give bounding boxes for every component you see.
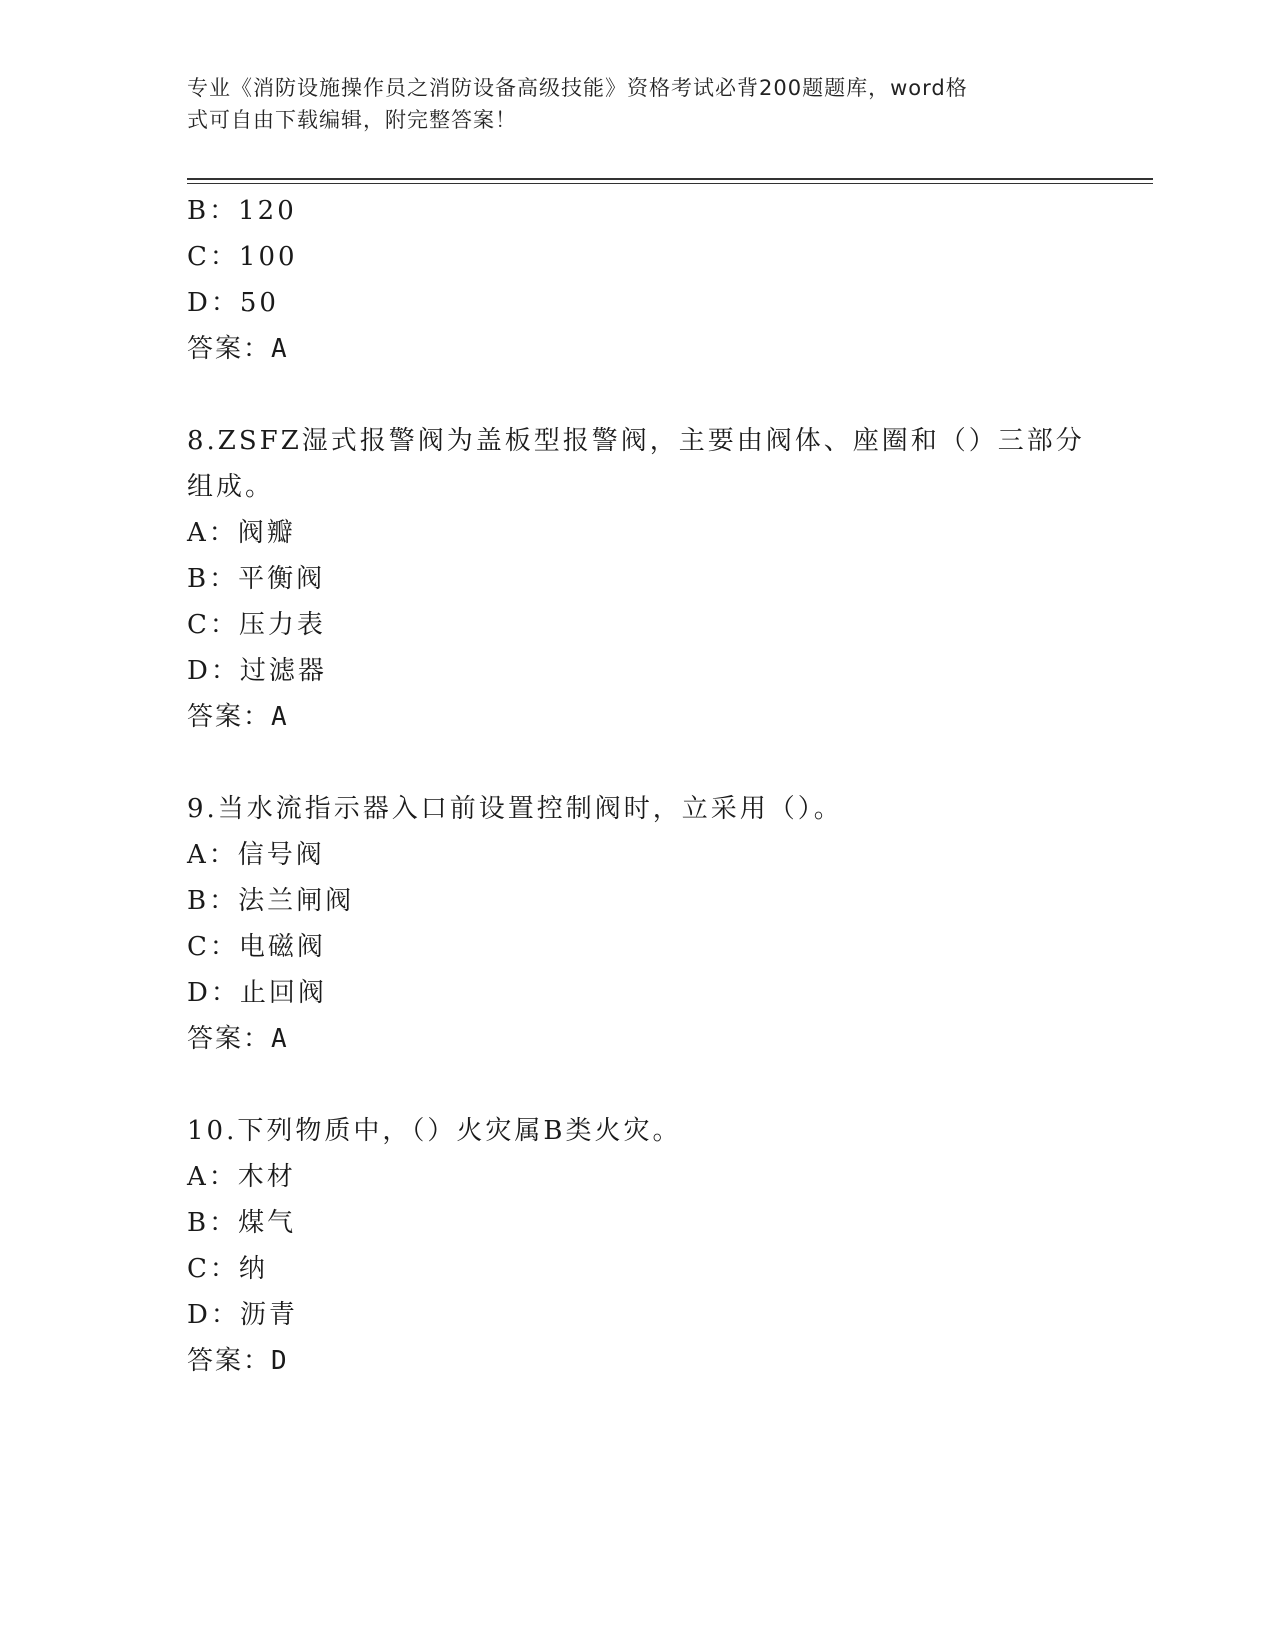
option-a bbox=[187, 832, 1067, 878]
option-label: A： bbox=[187, 518, 238, 548]
option-c bbox=[187, 1246, 1067, 1292]
option-text: 信号阀 bbox=[237, 840, 325, 870]
answer-value: A bbox=[271, 334, 289, 364]
option-c bbox=[187, 234, 1067, 280]
question-block-9 bbox=[187, 786, 1067, 1062]
question-block-7 bbox=[187, 188, 1067, 372]
option-label: B： bbox=[187, 1208, 239, 1238]
option-label: A： bbox=[187, 1162, 238, 1192]
option-d bbox=[187, 280, 1067, 326]
header-divider-thin bbox=[187, 183, 1153, 184]
option-a bbox=[187, 510, 1067, 556]
answer-label: 答案： bbox=[187, 1346, 272, 1376]
option-b bbox=[187, 1200, 1067, 1246]
option-c bbox=[187, 602, 1067, 648]
option-text: 沥青 bbox=[239, 1300, 298, 1330]
option-label: B： bbox=[187, 564, 239, 594]
spacer bbox=[187, 1062, 1067, 1108]
option-d bbox=[187, 1292, 1067, 1338]
option-text: 平衡阀 bbox=[238, 564, 326, 594]
option-b bbox=[187, 188, 1067, 234]
option-c bbox=[187, 924, 1067, 970]
question-stem: 9.当水流指示器入口前设置控制阀时，立采用（）。 bbox=[187, 794, 843, 824]
option-text: 木材 bbox=[237, 1162, 296, 1192]
spacer bbox=[187, 372, 1067, 418]
question-stem-continued: 组成。 bbox=[187, 472, 275, 502]
option-label: A： bbox=[187, 840, 238, 870]
option-d bbox=[187, 648, 1067, 694]
answer-label: 答案： bbox=[187, 334, 272, 364]
answer-value: A bbox=[271, 1024, 289, 1054]
answer-value: A bbox=[271, 702, 289, 732]
option-text: 止回阀 bbox=[239, 978, 327, 1008]
spacer bbox=[187, 740, 1067, 786]
option-label: D： bbox=[187, 288, 240, 318]
option-text: 50 bbox=[239, 288, 279, 318]
document-header bbox=[187, 72, 1067, 136]
answer-line bbox=[187, 326, 1067, 372]
option-text: 纳 bbox=[238, 1254, 268, 1284]
answer-label: 答案： bbox=[187, 1024, 272, 1054]
option-b bbox=[187, 878, 1067, 924]
option-text: 120 bbox=[238, 196, 297, 226]
option-label: B： bbox=[187, 886, 239, 916]
option-text: 煤气 bbox=[238, 1208, 297, 1238]
answer-value: D bbox=[271, 1346, 289, 1376]
question-block-10 bbox=[187, 1108, 1067, 1384]
question-block-8 bbox=[187, 418, 1085, 740]
option-label: C： bbox=[187, 610, 239, 640]
option-label: B： bbox=[187, 196, 239, 226]
answer-line bbox=[187, 694, 1067, 740]
header-divider-thick bbox=[187, 178, 1153, 180]
option-label: C： bbox=[187, 242, 239, 272]
option-text: 阀瓣 bbox=[237, 518, 296, 548]
option-a bbox=[187, 1154, 1067, 1200]
question-list bbox=[187, 188, 1085, 1384]
option-label: D： bbox=[187, 1300, 240, 1330]
answer-line bbox=[187, 1016, 1067, 1062]
question-stem: 10.下列物质中，（）火灾属B类火灾。 bbox=[187, 1116, 682, 1146]
question-stem: 8.ZSFZ湿式报警阀为盖板型报警阀，主要由阀体、座圈和（）三部分 bbox=[187, 426, 1085, 456]
header-line-2: 式可自由下载编辑，附完整答案！ bbox=[187, 108, 517, 132]
option-text: 压力表 bbox=[238, 610, 326, 640]
option-label: C： bbox=[187, 932, 239, 962]
option-d bbox=[187, 970, 1067, 1016]
option-text: 过滤器 bbox=[239, 656, 327, 686]
option-text: 电磁阀 bbox=[238, 932, 326, 962]
answer-label: 答案： bbox=[187, 702, 272, 732]
option-label: D： bbox=[187, 978, 240, 1008]
answer-line bbox=[187, 1338, 1067, 1384]
header-line-1: 专业《消防设施操作员之消防设备高级技能》资格考试必背200题题库，word格 bbox=[187, 76, 968, 100]
option-label: D： bbox=[187, 656, 240, 686]
option-text: 法兰闸阀 bbox=[238, 886, 355, 916]
option-text: 100 bbox=[238, 242, 298, 272]
option-label: C： bbox=[187, 1254, 239, 1284]
option-b bbox=[187, 556, 1067, 602]
